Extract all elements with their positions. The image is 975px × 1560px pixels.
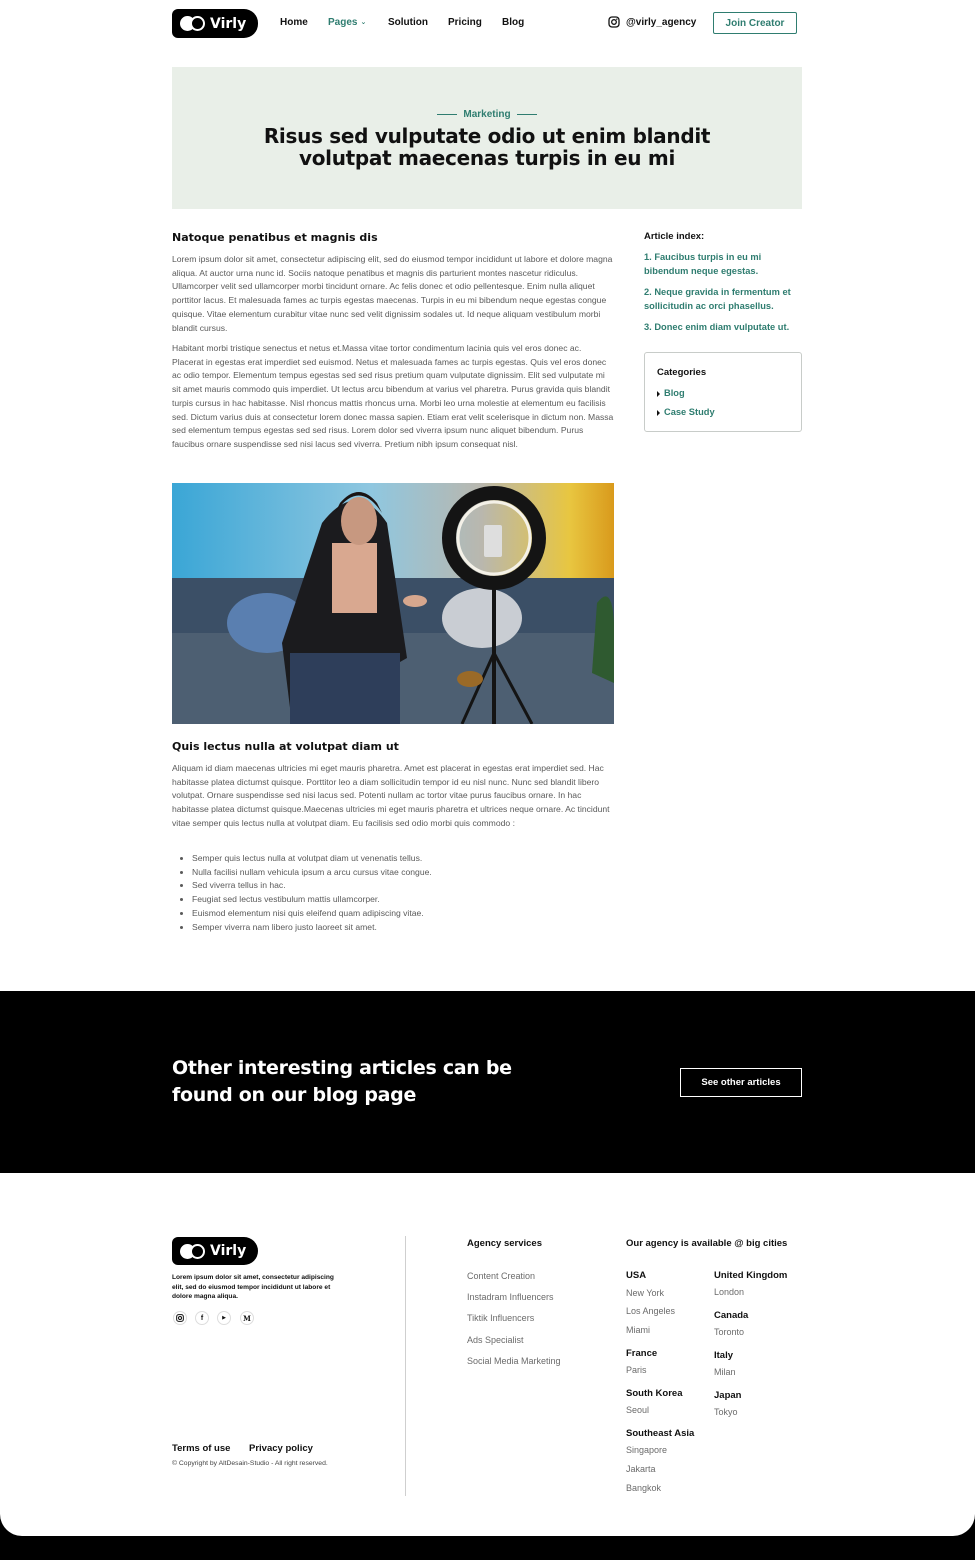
article-index-item-3[interactable] (644, 321, 804, 335)
nav-home[interactable]: Home (280, 17, 308, 28)
footer-divider (405, 1236, 406, 1496)
city-item: Miami (626, 1325, 650, 1335)
cta-title (172, 1055, 572, 1109)
blog-cta-section (0, 991, 975, 1173)
article-bullet-list (192, 852, 612, 934)
page-title (212, 125, 762, 169)
city-item: Paris (626, 1365, 647, 1375)
city-item: Bangkok (626, 1483, 662, 1493)
hero-category-tag: Marketing (172, 109, 802, 120)
country-japan: Japan (714, 1390, 742, 1401)
section-title-2: Quis lectus nulla at volutpat diam ut (172, 740, 399, 753)
country-southeast-asia: Southeast Asia (626, 1428, 695, 1439)
instagram-icon (608, 16, 620, 28)
categories-title: Categories (657, 367, 707, 378)
join-creator-button[interactable]: Join Creator (713, 12, 797, 34)
instagram-handle: @virly_agency (626, 16, 697, 28)
category-link-case-study[interactable]: Case Study (657, 407, 715, 417)
city-item: Los Angeles (626, 1306, 676, 1316)
cities-title: Our agency is available @ big cities (626, 1238, 788, 1249)
index-item-line: 2. Neque gravida in fermentum et (644, 287, 791, 297)
see-other-articles-button[interactable]: See other articles (680, 1068, 802, 1097)
logo-mark-icon (180, 1244, 205, 1259)
city-item: London (714, 1287, 745, 1297)
list-item: • Euismod elementum nisi quis eleifend quam adipiscing vitae. (192, 907, 612, 921)
privacy-link[interactable]: Privacy policy (249, 1443, 313, 1454)
medium-icon[interactable]: M (240, 1311, 254, 1325)
hero-banner (172, 67, 802, 209)
article-index-item-1[interactable] (644, 251, 804, 278)
footer-brand-name: Virly (210, 1243, 247, 1259)
service-link[interactable]: Instadram Influencers (467, 1292, 554, 1302)
brand-name: Virly (210, 15, 247, 32)
instagram-icon[interactable] (173, 1311, 187, 1325)
article-paragraph-2: Habitant morbi tristique senectus et netus et.Massa vitae tortor condimentum lacinia quis vel eros donec ac. Placerat in egestas erat imperdiet sed euismod. Netus et malesuada fames ac turpis egestas. Quis vel eros donec ac odio tempor. Elementum tempus egestas sed sed risus pretium quam vulputate dignissim. Elit sed vulputate mi sit amet mauris commodo quis imperdiet. Ut lectus arcu bibendum at varius vel pharetra. Purus gravida quis blandit turpis cursus in hac habitasse. Nisl rhoncus mattis rhoncus urna. Morbi leo urna molestie at elementum eu facilisis sed. Dictum varius duis at consectetur lorem donec massa sapien. Etiam erat velit scelerisque in dictum non. Massa sed elementum tempus egestas sed sed risus. Lorem dolor sed viverra ipsum nunc aliquet bibendum. Purus faucibus ornare suspendisse sed nisi lacus sed viverra. Pretium nibh ipsum consequat nisl. (172, 343, 614, 449)
footer-brand-logo[interactable] (172, 1237, 258, 1265)
country-france: France (626, 1348, 658, 1359)
service-link[interactable]: Social Media Marketing (467, 1356, 561, 1366)
country-uk: United Kingdom (714, 1270, 788, 1281)
youtube-icon[interactable]: ▶ (217, 1311, 231, 1325)
cta-title-line-1: Other interesting articles can be (172, 1057, 512, 1079)
creator-filming-illustration (172, 483, 614, 724)
country-canada: Canada (714, 1310, 749, 1321)
service-link[interactable]: Ads Specialist (467, 1335, 524, 1345)
list-item: • Feugiat sed lectus vestibulum mattis ullamcorper. (192, 893, 612, 907)
city-item: New York (626, 1288, 665, 1298)
article-paragraph-3: Aliquam id diam maecenas ultricies mi eget mauris pharetra. Amet est placerat in egestas erat imperdiet sed. Hac habitasse platea dictumst quisque. Porttitor leo a diam sollicitudin tempor id eu nisl nunc. Nunc sed blandit libero volutpat. Ornare suspendisse sed nisi lacus sed. Potenti nullam ac tortor vitae purus faucibus ornare. In hac habitasse platea dictumst quisque.Maecenas ultricies mi eget mauris pharetra et ultrices neque ornare. Ac tincidunt vitae semper quis lectus nulla at volutpat diam. Eu facilisis sed odio morbi quis commodo : (172, 763, 610, 828)
service-link[interactable]: Content Creation (467, 1271, 536, 1281)
city-item: Jakarta (626, 1464, 656, 1474)
nav-pages-label: Pages (328, 17, 358, 28)
instagram-link[interactable] (608, 16, 696, 28)
index-item-line: sollicitudin ac orci phasellus. (644, 300, 774, 311)
nav-blog[interactable]: Blog (502, 17, 525, 28)
article-index-title: Article index: (644, 231, 705, 242)
page-title-line-1: Risus sed vulputate odio ut enim blandit (263, 124, 711, 148)
list-item: • Sed viverra tellus in hac. (192, 879, 612, 893)
logo-mark-icon (180, 16, 205, 31)
city-item: Milan (714, 1367, 736, 1377)
services-title: Agency services (467, 1238, 542, 1249)
terms-link[interactable]: Terms of use (172, 1443, 231, 1454)
country-italy: Italy (714, 1350, 734, 1361)
nav-solution[interactable]: Solution (388, 17, 428, 28)
city-item: Singapore (626, 1445, 668, 1455)
country-usa: USA (626, 1270, 647, 1281)
facebook-icon[interactable]: f (195, 1311, 209, 1325)
article-image (172, 483, 614, 724)
city-item: Toronto (714, 1327, 745, 1337)
categories-box (644, 352, 802, 432)
category-link-blog[interactable]: Blog (657, 388, 685, 398)
cta-title-line-2: found on our blog page (172, 1084, 417, 1106)
brand-logo[interactable] (172, 9, 258, 38)
footer-description: Lorem ipsum dolor sit amet, consectetur adipiscing elit, sed do eiusmod tempor incididunt ut labore et dolore magna aliqua. (172, 1274, 334, 1301)
nav-pages[interactable] (328, 17, 366, 28)
city-item: Tokyo (714, 1407, 738, 1417)
list-item: • Nulla facilisi nullam vehicula ipsum a arcu cursus vitae congue. (192, 866, 612, 880)
index-item-line: 3. Donec enim diam vulputate ut. (644, 322, 790, 332)
list-item: • Semper quis lectus nulla at volutpat diam ut venenatis tellus. (192, 852, 612, 866)
nav-pricing[interactable]: Pricing (448, 17, 482, 28)
article-paragraph-1: Lorem ipsum dolor sit amet, consectetur adipiscing elit, sed do eiusmod tempor incididunt ut labore et dolore magna aliqua. At auctor urna nunc id. Sociis natoque penatibus et magnis dis parturient montes nascetur ridiculus. Ullamcorper velit sed ullamcorper morbi tincidunt ornare. Ac felis donec et odio pellentesque. Enim nulla aliquet porttitor lacus. Et malesuada fames ac turpis egestas maecenas. Turpis in eu mi bibendum neque egestas congue quisque. Vitae elementum curabitur vitae nunc sed velit dignissim sodales ut. Id neque aliquam vestibulum morbi blandit cursus. (172, 254, 613, 333)
index-item-line: 1. Faucibus turpis in eu mi (644, 252, 762, 262)
page-title-line-2: volutpat maecenas turpis in eu mi (298, 146, 675, 170)
article-index-item-2[interactable] (644, 286, 804, 313)
country-south-korea: South Korea (626, 1388, 683, 1399)
index-item-line: bibendum neque egestas. (644, 265, 759, 276)
copyright: © Copyright by AltDesain-Studio - All right reserved. (172, 1460, 328, 1467)
city-item: Seoul (626, 1405, 650, 1415)
section-title-1: Natoque penatibus et magnis dis (172, 231, 378, 244)
chevron-down-icon: ⌄ (360, 19, 367, 26)
service-link[interactable]: Tiktik Influencers (467, 1313, 535, 1323)
list-item: • Semper viverra nam libero justo laoreet sit amet. (192, 921, 612, 935)
